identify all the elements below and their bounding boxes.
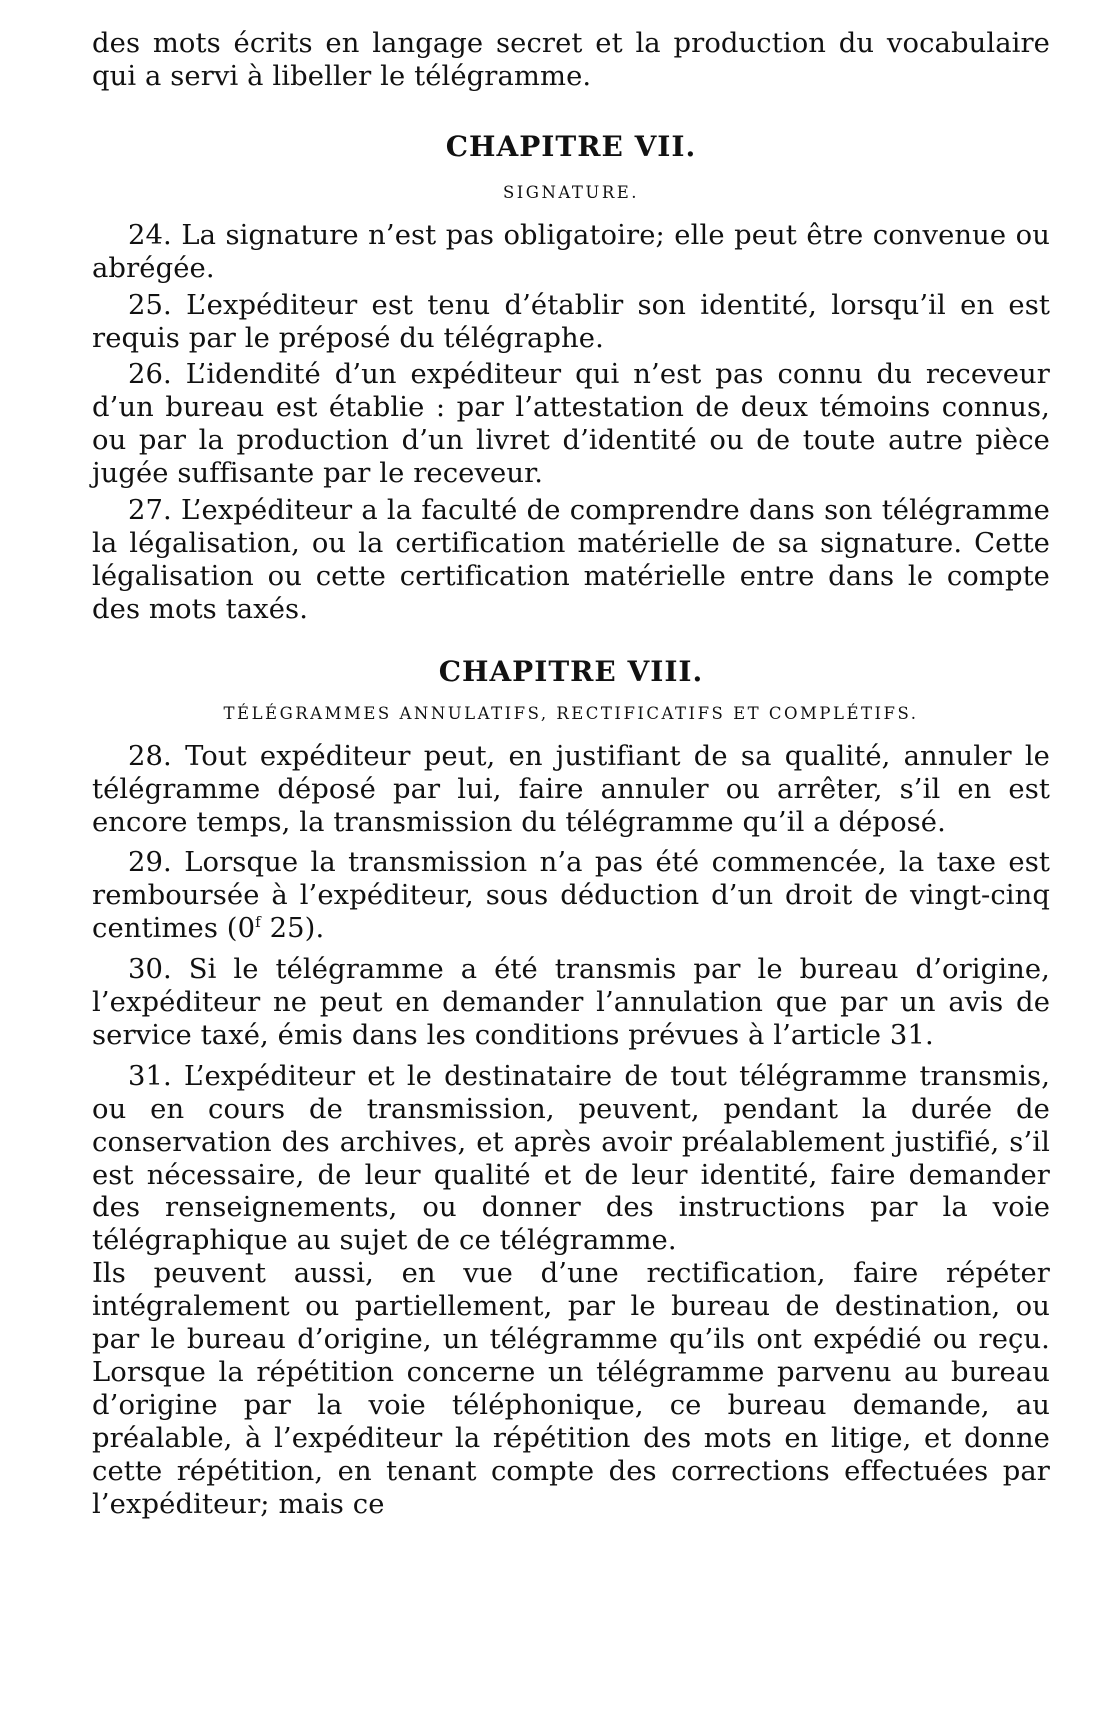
chapter-8-title: CHAPITRE VIII. [438,654,704,688]
article-text: Lorsque la transmission n’a pas été commencée, la taxe est remboursée à l’expéditeur, sous déduction d’un droit de vingt-cinq centimes (0 [92,847,1050,945]
article-25 [92,290,1050,356]
article-28 [92,741,1050,840]
article-29 [92,847,1050,946]
article-30 [92,954,1050,1053]
article-number: 27. [128,495,172,527]
document-page [92,28,1050,1522]
article-number: 30. [128,954,172,986]
article-number: 31. [128,1060,172,1092]
article-27 [92,495,1050,627]
article-text-end: 25). [260,913,325,945]
article-text: L’expéditeur est tenu d’établir son identité, lorsqu’il en est requis par le préposé du télégraphe. [92,289,1050,354]
article-text: Tout expéditeur peut, en justifiant de sa qualité, annuler le télégramme déposé par lui, faire annuler ou arrêter, s’il en est encore temps, la transmission du télégramme qu’il a déposé. [92,740,1050,838]
article-number: 26. [128,359,172,391]
article-number: 24. [128,219,172,251]
article-26 [92,359,1050,491]
article-31-continuation: Ils peuvent aussi, en vue d’une rectification, faire répéter intégralement ou partiellement, par le bureau de destination, ou par le bureau d’origine, un télégramme qu’ils ont expédié ou reçu. Lorsque la répétition concerne un télégramme parvenu au bureau d’origine par la voie téléphonique, ce bureau demande, au préalable, à l’expéditeur la répétition des mots en litige, et donne cette répétition, en tenant compte des corrections effectuées par l’expéditeur; mais ce [92,1258,1050,1520]
chapter-7-title: CHAPITRE VII. [445,129,697,163]
chapter-7-subtitle: SIGNATURE. [502,182,640,202]
article-text: Si le télégramme a été transmis par le bureau d’origine, l’expéditeur ne peut en demander l’annulation que par un avis de service taxé, émis dans les conditions prévues à l’article 31. [92,954,1050,1051]
article-24 [92,220,1050,286]
article-text: La signature n’est pas obligatoire; elle peut être convenue ou abrégée. [92,219,1050,284]
chapter-8-subtitle: TÉLÉGRAMMES ANNULATIFS, RECTIFICATIFS ET COMPLÉTIFS. [223,703,919,723]
article-number: 29. [128,847,172,879]
article-number: 25. [128,289,172,321]
article-number: 28. [128,740,172,772]
article-text: L’expéditeur et le destinataire de tout télégramme transmis, ou en cours de transmission, peuvent, pendant la durée de conservation des archives, et après avoir préalablement justifié, s’il est nécessaire, de leur qualité et de leur identité, faire demander des renseignements, ou donner des instructions par la voie télégraphique au sujet de ce télégramme. [92,1060,1051,1257]
article-text: L’expéditeur a la faculté de comprendre dans son télégramme la légalisation, ou la certification matérielle de sa signature. Cette légalisation ou cette certification matérielle entre dans le compte des mots taxés. [92,495,1050,625]
article-31 [92,1061,1050,1258]
article-text: L’idendité d’un expéditeur qui n’est pas connu du receveur d’un bureau est établie : par l’attestation de deux témoins connus, ou par la production d’un livret d’identité ou de toute autre pièce jugée suffisante par le receveur. [92,359,1050,490]
franc-superscript: f [255,913,261,932]
intro-paragraph: des mots écrits en langage secret et la production du vocabulaire qui a servi à libeller le télégramme. [92,28,1050,92]
